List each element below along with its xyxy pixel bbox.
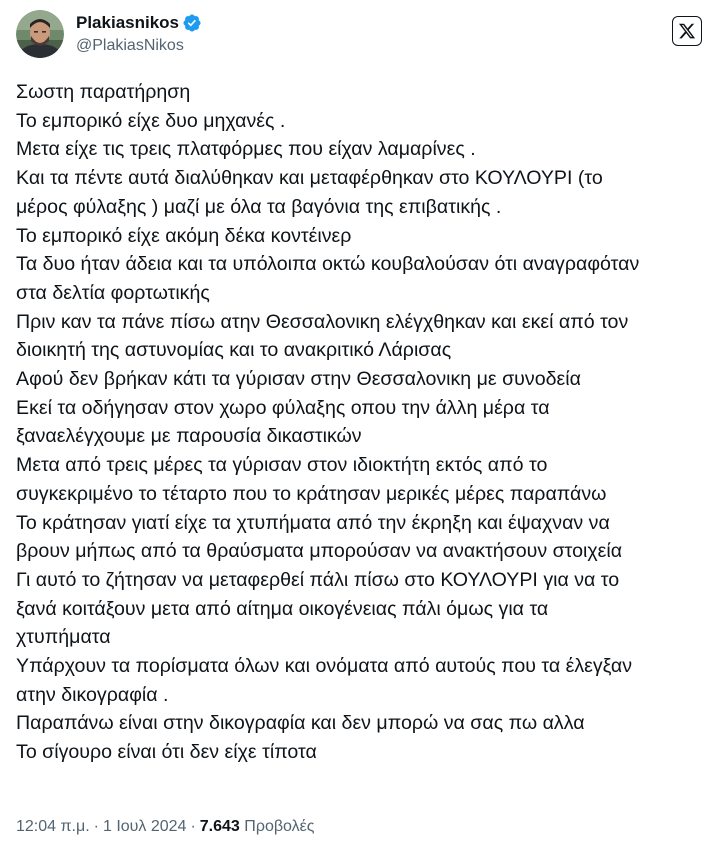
tweet-line: Πριν καν τα πάνε πίσω ατην Θεσσαλονικη ελέγχθηκαν και εκεί από τον (16, 310, 629, 333)
tweet-line: Παραπάνω είναι στην δικογραφία και δεν μπορώ να σας πω αλλα (16, 712, 585, 735)
tweet-line: Το εμπορικό είχε ακόμη δέκα κοντέινερ (16, 224, 352, 247)
x-logo-icon[interactable] (672, 16, 702, 46)
display-name[interactable]: Plakiasnikos (76, 13, 180, 32)
tweet-text (16, 78, 716, 767)
tweet-line: Αφού δεν βρήκαν κάτι τα γύρισαν στην Θεσσαλονικη με συνοδεία (16, 368, 581, 391)
tweet-line: ατην δικογραφία . (16, 683, 169, 706)
tweet-date[interactable]: 1 Ιουλ 2024 (102, 818, 187, 835)
user-info (76, 12, 202, 55)
tweet-line: μέρος φύλαξης ) μαζί με όλα τα βαγόνια της επιβατικής . (16, 195, 502, 218)
views-label: Προβολές (244, 818, 315, 835)
tweet-line: βρουν μήπως από τα θραύσματα μπορούσαν να ανακτήσουν στοιχεία (16, 540, 623, 563)
tweet-header (16, 8, 710, 60)
views-count: 7.643 (199, 818, 240, 835)
tweet-line: συγκεκριμένο το τέταρτο που το κράτησαν μερικές μέρες παραπάνω (16, 482, 607, 505)
tweet-line: ξανά κοιτάξουν μετα από αίτημα οικογένειας πάλι όμως για τα (16, 597, 549, 620)
tweet-line: Υπάρχουν τα πορίσματα όλων και ονόματα από αυτούς που τα έλεγξαν (16, 655, 633, 678)
tweet-line: Το εμπορικό είχε δυο μηχανές . (16, 109, 286, 132)
tweet-time[interactable]: 12:04 π.μ. (16, 818, 90, 835)
tweet-line: Μετα από τρεις μέρες τα γύρισαν στον ιδιοκτήτη εκτός από το (16, 454, 548, 477)
tweet-line: Τα δυο ήταν άδεια και τα υπόλοιπα οκτώ κουβαλούσαν ότι αναγραφόταν (16, 253, 640, 276)
tweet-line: Γι αυτό το ζήτησαν να μεταφερθεί πάλι πίσω στο ΚΟΥΛΟΥΡΙ για να το (16, 568, 620, 591)
tweet-line: Σωστη παρατήρηση (16, 81, 191, 103)
verified-badge-icon (182, 13, 202, 33)
tweet-meta (16, 818, 314, 836)
avatar-photo (16, 10, 64, 58)
tweet-line: ξαναελέγχουμε με παρουσία δικαστικών (16, 425, 362, 448)
tweet-line: Και τα πέντε αυτά διαλύθηκαν και μεταφέρθηκαν στο ΚΟΥΛΟΥΡΙ (το (16, 167, 603, 190)
tweet-line: χτυπήματα (16, 626, 111, 649)
user-handle[interactable]: @PlakiasNikos (76, 37, 184, 54)
tweet-line: Εκεί τα οδήγησαν στον χωρο φύλαξης οπου την άλλη μέρα τα (16, 396, 550, 419)
meta-separator: · (190, 818, 196, 835)
avatar[interactable] (16, 10, 64, 58)
tweet-line: Το σίγουρο είναι ότι δεν είχε τίποτα (16, 741, 317, 764)
meta-separator: · (93, 818, 99, 835)
tweet-line: Μετα είχε τις τρεις πλατφόρμες που είχαν λαμαρίνες . (16, 138, 476, 161)
tweet-line: διοικητή της αστυνομίας και το ανακριτικό Λάρισας (16, 339, 452, 362)
tweet-line: στα δελτία φορτωτικής (16, 281, 210, 304)
display-name-row (76, 12, 202, 34)
tweet-line: Το κράτησαν γιατί είχε τα χτυπήματα από την έκρηξη και έψαχναν να (16, 511, 610, 534)
